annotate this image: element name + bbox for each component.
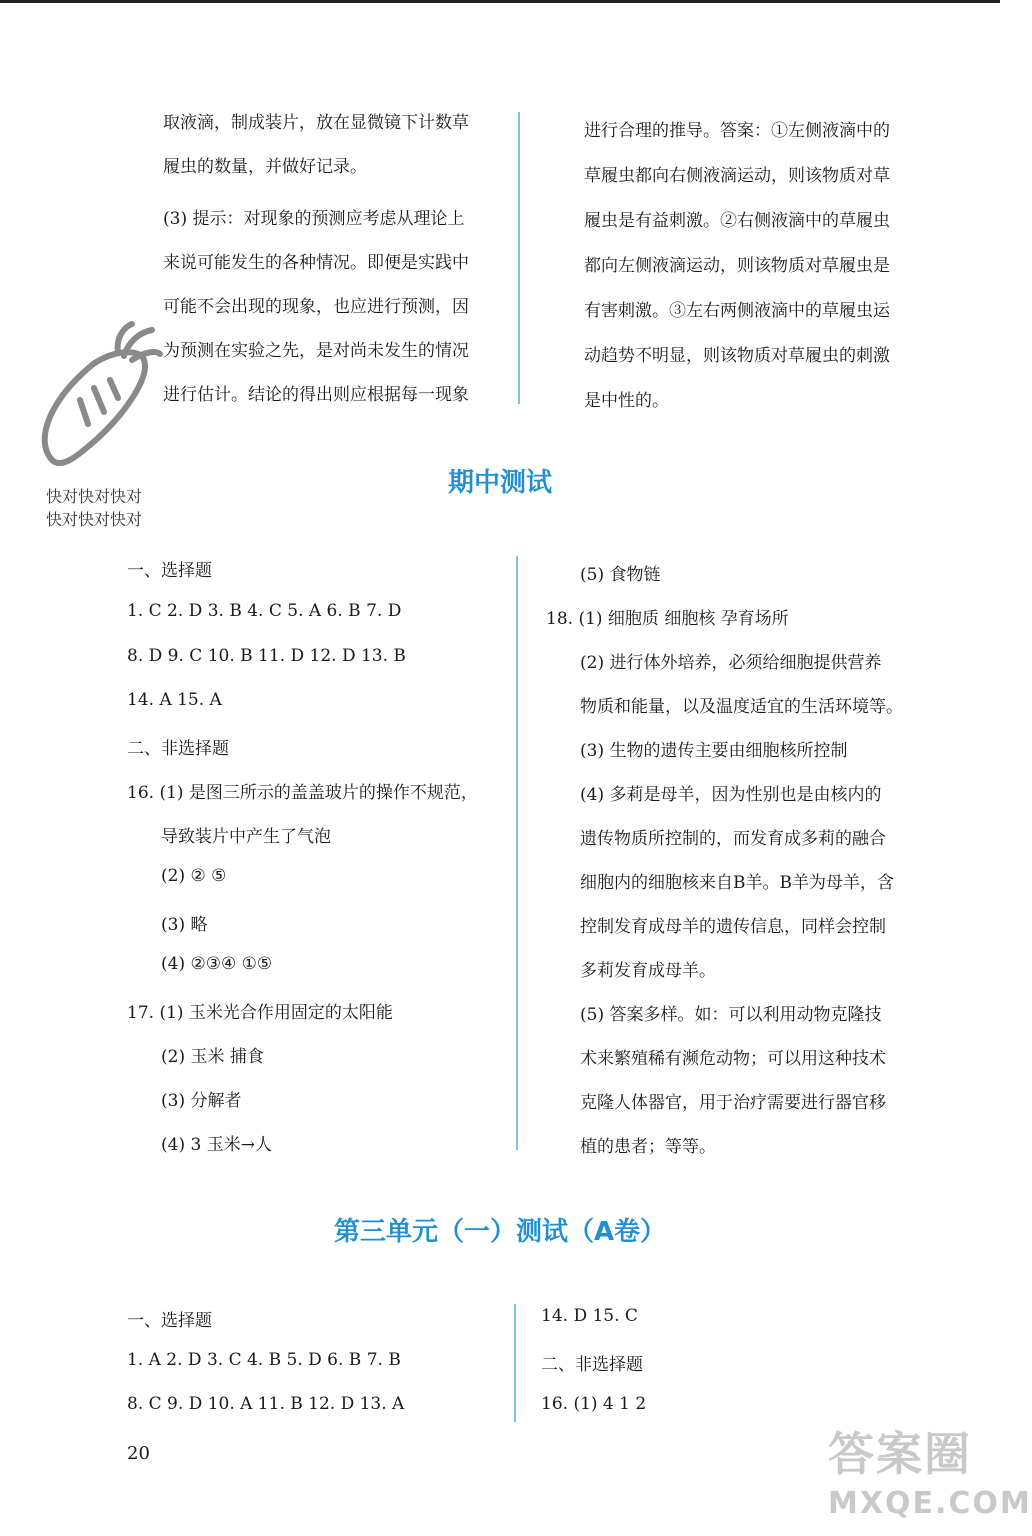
text-line: 二、非选择题 xyxy=(127,739,229,759)
midterm-left-column xyxy=(127,556,507,1156)
text-line: (2) 进行体外培养，必须给细胞提供营养 xyxy=(580,653,882,673)
text-line: (2) 玉米 捕食 xyxy=(161,1047,264,1067)
text-line: 遗传物质所控制的，而发育成多莉的融合 xyxy=(580,829,886,849)
text-line: 一、选择题 xyxy=(127,561,212,581)
top-left-column xyxy=(163,108,503,408)
unit3-title: 第三单元（一）测试（A卷） xyxy=(333,1217,667,1247)
text-line: (3) 分解者 xyxy=(161,1091,242,1111)
midterm-right-column xyxy=(546,560,966,1160)
stamp-caption-line2: 快对快对快对 xyxy=(46,510,143,529)
text-line: 来说可能发生的各种情况。即便是实践中 xyxy=(163,253,469,273)
text-line: 取液滴，制成装片，放在显微镜下计数草 xyxy=(163,113,469,133)
text-line: 克隆人体器官，用于治疗需要进行器官移 xyxy=(580,1093,886,1113)
text-line: 履虫的数量，并做好记录。 xyxy=(163,157,367,177)
text-line: 术来繁殖稀有濒危动物；可以用这种技术 xyxy=(580,1049,886,1069)
text-line: 细胞内的细胞核来自B羊。B羊为母羊，含 xyxy=(580,873,894,893)
text-line: (4) 3 玉米→人 xyxy=(161,1135,272,1155)
column-divider xyxy=(514,1304,516,1422)
text-line: 16. (1) 是图三所示的盖盖玻片的操作不规范， xyxy=(127,783,478,803)
text-line: 为预测在实验之先，是对尚未发生的情况 xyxy=(163,341,469,361)
column-divider xyxy=(516,556,518,1150)
text-line: (5) 答案多样。如：可以利用动物克隆技 xyxy=(580,1005,882,1025)
text-line: 一、选择题 xyxy=(127,1311,212,1331)
text-line: 多莉发育成母羊。 xyxy=(580,961,716,981)
text-line: 有害刺激。③左右两侧液滴中的草履虫运 xyxy=(584,301,890,321)
text-line: (2) ② ⑤ xyxy=(161,866,227,886)
text-line: (5) 食物链 xyxy=(580,565,661,585)
stamp-caption-line1: 快对快对快对 xyxy=(46,487,143,506)
text-line: 进行合理的推导。答案：①左侧液滴中的 xyxy=(584,121,890,141)
text-line: 物质和能量，以及温度适宜的生活环境等。 xyxy=(580,697,903,717)
text-line: 16. (1) 4 1 2 xyxy=(541,1394,647,1414)
text-line: 控制发育成母羊的遗传信息，同样会控制 xyxy=(580,917,886,937)
text-line: 草履虫都向右侧液滴运动，则该物质对草 xyxy=(584,166,890,186)
text-line: (3) 生物的遗传主要由细胞核所控制 xyxy=(580,741,848,761)
carrot-stamp-icon xyxy=(32,320,162,474)
top-border-line xyxy=(0,0,1000,3)
watermark-title: 答案圈 xyxy=(828,1427,972,1481)
text-line: 二、非选择题 xyxy=(541,1355,643,1375)
watermark xyxy=(820,1418,1032,1530)
text-line: 履虫是有益刺激。②右侧液滴中的草履虫 xyxy=(584,211,890,231)
text-line: 进行估计。结论的得出则应根据每一现象 xyxy=(163,385,469,405)
text-line: (4) ②③④ ①⑤ xyxy=(161,954,273,974)
text-line: 8. C 9. D 10. A 11. B 12. D 13. A xyxy=(127,1394,405,1414)
text-line: 1. A 2. D 3. C 4. B 5. D 6. B 7. B xyxy=(127,1350,401,1370)
column-divider xyxy=(518,112,520,404)
top-right-column xyxy=(584,116,924,411)
watermark-url: MXQE.COM xyxy=(828,1486,1032,1521)
text-line: (4) 多莉是母羊，因为性别也是由核内的 xyxy=(580,785,882,805)
midterm-title: 期中测试 xyxy=(447,468,552,498)
text-line: 导致装片中产生了气泡 xyxy=(161,827,331,847)
text-line: 都向左侧液滴运动，则该物质对草履虫是 xyxy=(584,256,890,276)
unit3-left-column xyxy=(127,1306,507,1426)
text-line: 14. D 15. C xyxy=(541,1306,638,1326)
text-line: 18. (1) 细胞质 细胞核 孕育场所 xyxy=(546,609,789,629)
text-line: 1. C 2. D 3. B 4. C 5. A 6. B 7. D xyxy=(127,601,402,621)
page-number: 20 xyxy=(127,1443,150,1464)
text-line: 17. (1) 玉米光合作用固定的太阳能 xyxy=(127,1003,393,1023)
text-line: 8. D 9. C 10. B 11. D 12. D 13. B xyxy=(127,646,406,666)
text-line: (3) 略 xyxy=(161,915,208,935)
unit3-right-column xyxy=(541,1306,841,1426)
text-line: 是中性的。 xyxy=(584,391,669,411)
text-line: (3) 提示：对现象的预测应考虑从理论上 xyxy=(163,209,465,229)
text-line: 动趋势不明显，则该物质对草履虫的刺激 xyxy=(584,346,890,366)
text-line: 14. A 15. A xyxy=(127,690,222,710)
text-line: 可能不会出现的现象，也应进行预测，因 xyxy=(163,297,469,317)
text-line: 植的患者；等等。 xyxy=(580,1137,716,1157)
